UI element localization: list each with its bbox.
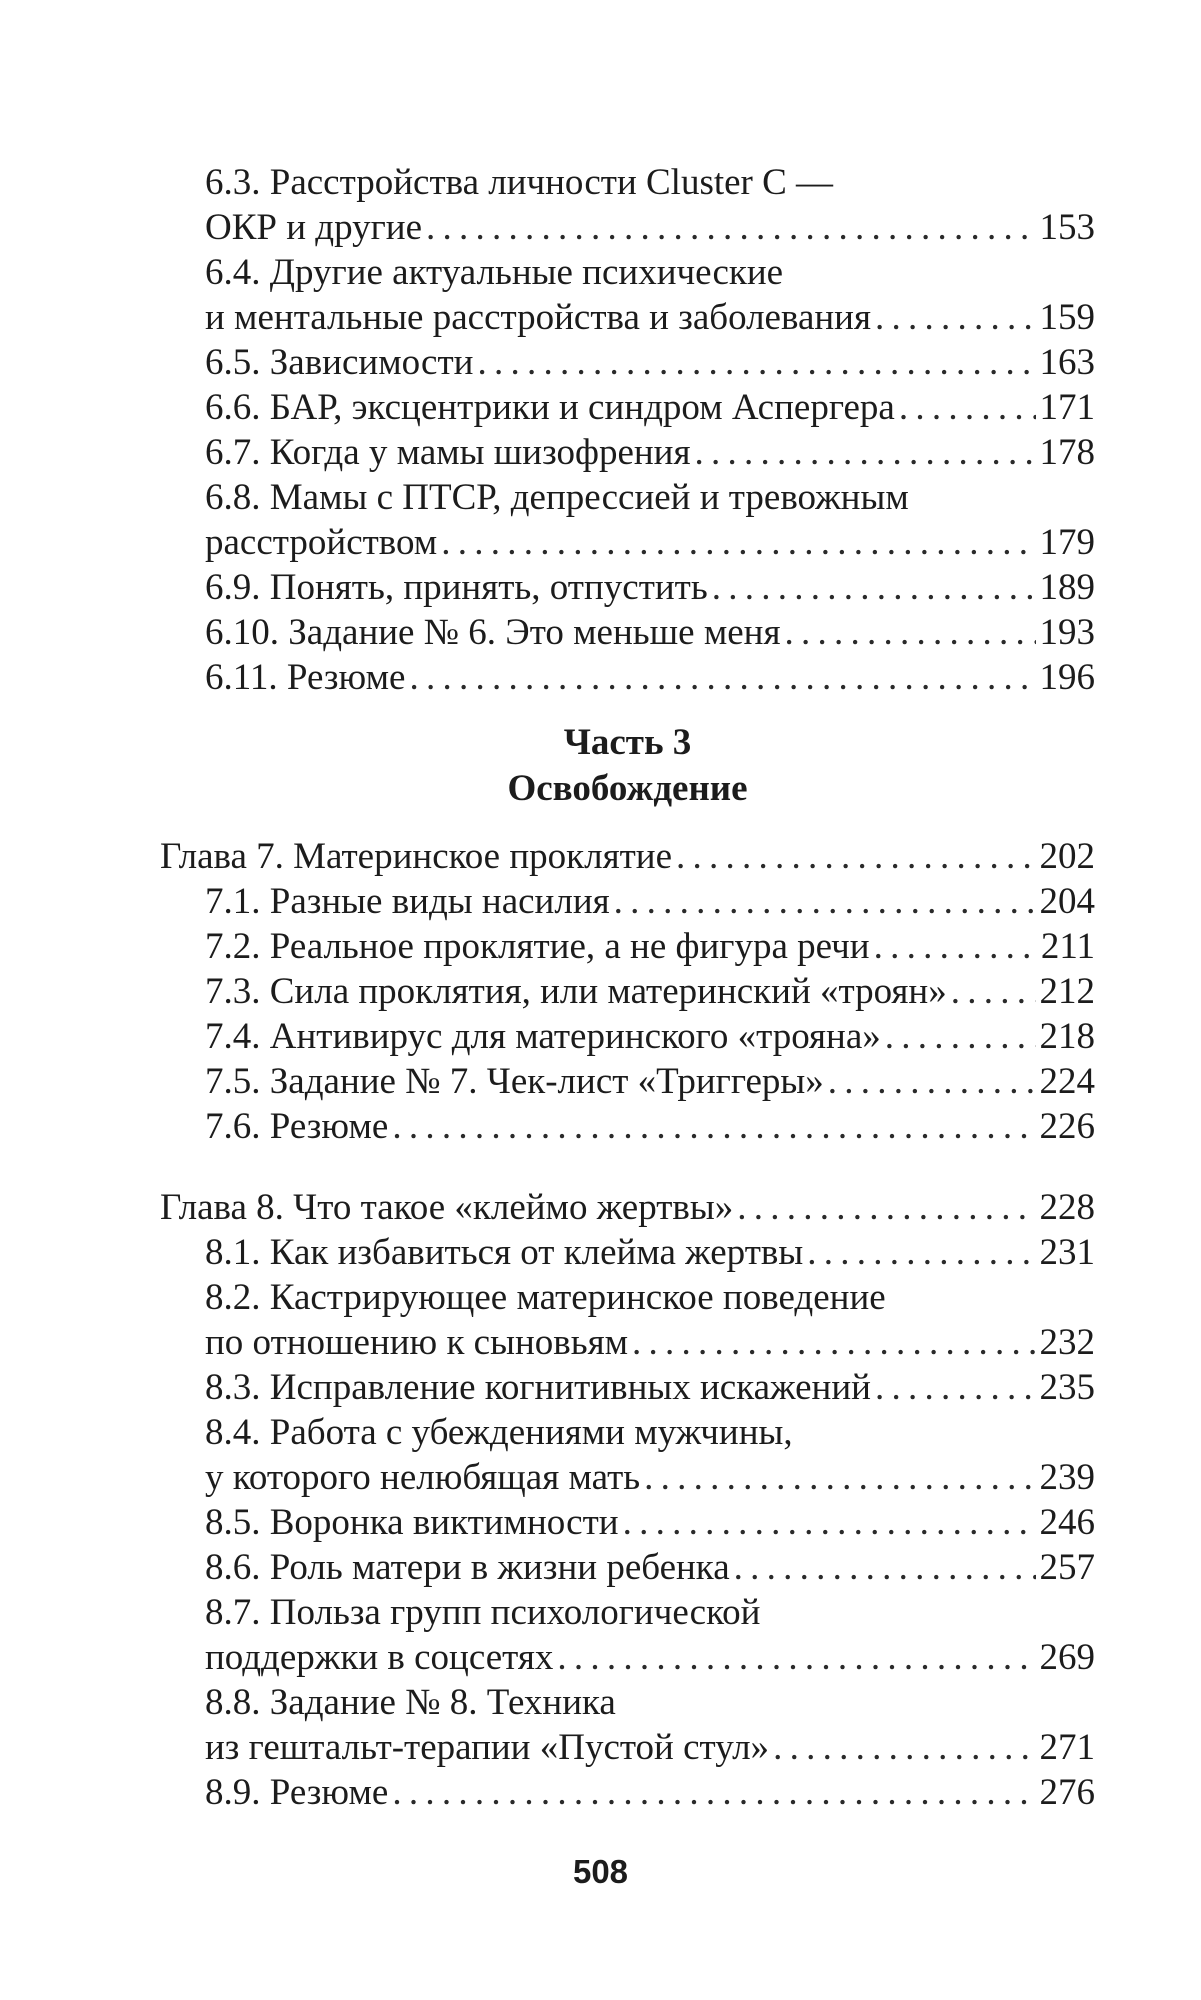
toc-page-number: 276 <box>1039 1772 1095 1813</box>
toc-entry-line: 6.4. Другие актуальные психические <box>205 252 784 293</box>
toc-page-number: 171 <box>1039 387 1095 428</box>
toc-page-number: 202 <box>1039 836 1095 877</box>
leader-dots <box>951 969 1036 1014</box>
toc-page-number: 204 <box>1039 881 1095 922</box>
leader-dots <box>632 1320 1035 1365</box>
toc-entry-title: 8.5. Воронка виктимности <box>205 1502 619 1543</box>
toc-page-number: 271 <box>1039 1727 1095 1768</box>
toc-entry-8-5 <box>160 1500 1095 1545</box>
leader-dots <box>773 1725 1035 1770</box>
toc-entry-title: 7.4. Антивирус для материнского «трояна» <box>205 1016 881 1057</box>
toc-page-number: 178 <box>1039 432 1095 473</box>
part-label: Часть 3 <box>563 722 692 763</box>
leader-dots <box>392 1770 1035 1815</box>
toc-entry-title: из гештальт-терапии «Пустой стул» <box>205 1727 770 1768</box>
toc-page-number: 228 <box>1039 1187 1095 1228</box>
leader-dots <box>885 1014 1036 1059</box>
toc-entry-6-4 <box>160 250 1095 340</box>
leader-dots <box>734 1545 1036 1590</box>
toc-page-number: 246 <box>1039 1502 1095 1543</box>
toc-entry-title: 6.11. Резюме <box>205 657 406 698</box>
toc-entry-line: 6.8. Мамы с ПТСР, депрессией и тревожным <box>205 477 909 518</box>
toc-entry-6-5 <box>160 340 1095 385</box>
toc-entry-title: у которого нелюбящая мать <box>205 1457 641 1498</box>
leader-dots <box>875 295 1036 340</box>
leader-dots <box>874 924 1037 969</box>
toc-chapter-7 <box>160 834 1095 879</box>
toc-entry-title: 7.1. Разные виды насилия <box>205 881 610 922</box>
toc-entry-8-6 <box>160 1545 1095 1590</box>
chapter-title: Глава 8. Что такое «клеймо жертвы» <box>160 1187 734 1228</box>
toc-entry-8-3 <box>160 1365 1095 1410</box>
toc-entry-7-1 <box>160 879 1095 924</box>
toc-entry-6-3 <box>160 160 1095 250</box>
toc-entry-8-9 <box>160 1770 1095 1815</box>
toc-entry-title: 6.6. БАР, эксцентрики и синдром Аспергера <box>205 387 895 428</box>
toc-entry-6-7 <box>160 430 1095 475</box>
toc-page-number: 218 <box>1039 1016 1095 1057</box>
toc-entry-line: 8.4. Работа с убеждениями мужчины, <box>205 1412 793 1453</box>
leader-dots <box>875 1365 1036 1410</box>
toc-entry-title: и ментальные расстройства и заболевания <box>205 297 871 338</box>
toc-entry-7-2 <box>160 924 1095 969</box>
toc-page-number: 235 <box>1039 1367 1095 1408</box>
leader-dots <box>828 1059 1036 1104</box>
toc-entry-title: 8.1. Как избавиться от клейма жертвы <box>205 1232 804 1273</box>
toc-page-number: 189 <box>1039 567 1095 608</box>
toc-entry-title: 8.9. Резюме <box>205 1772 389 1813</box>
toc-entry-line: 8.2. Кастрирующее материнское поведение <box>205 1277 886 1318</box>
leader-dots <box>392 1104 1035 1149</box>
toc-entry-line: 8.8. Задание № 8. Техника <box>205 1682 616 1723</box>
leader-dots <box>737 1185 1035 1230</box>
toc-entry-title: поддержки в соцсетях <box>205 1637 554 1678</box>
toc-page-number: 212 <box>1039 971 1095 1012</box>
leader-dots <box>426 205 1035 250</box>
toc-entry-title: ОКР и другие <box>205 207 423 248</box>
toc-entry-title: 8.3. Исправление когнитивных искажений <box>205 1367 871 1408</box>
toc-page-number: 224 <box>1039 1061 1095 1102</box>
toc-entry-title: расстройством <box>205 522 438 563</box>
leader-dots <box>477 340 1035 385</box>
toc-entry-6-9 <box>160 565 1095 610</box>
leader-dots <box>712 565 1036 610</box>
toc-entry-title: 6.7. Когда у мамы шизофрения <box>205 432 691 473</box>
toc-entry-7-4 <box>160 1014 1095 1059</box>
toc-entry-6-11 <box>160 655 1095 700</box>
toc-page-number: 193 <box>1039 612 1095 653</box>
toc-page-number: 257 <box>1039 1547 1095 1588</box>
toc-section-chapter7 <box>160 834 1095 1149</box>
toc-section-chapter6 <box>160 160 1095 700</box>
leader-dots <box>644 1455 1035 1500</box>
toc-entry-8-8 <box>160 1680 1095 1770</box>
leader-dots <box>441 520 1035 565</box>
toc-page-number: 239 <box>1039 1457 1095 1498</box>
toc-page-number: 153 <box>1039 207 1095 248</box>
chapter-title: Глава 7. Материнское проклятие <box>160 836 673 877</box>
toc-entry-6-10 <box>160 610 1095 655</box>
toc-entry-8-4 <box>160 1410 1095 1500</box>
toc-entry-line: 8.7. Польза групп психологической <box>205 1592 761 1633</box>
toc-entry-6-6 <box>160 385 1095 430</box>
leader-dots <box>694 430 1035 475</box>
leader-dots <box>807 1230 1035 1275</box>
toc-entry-6-8 <box>160 475 1095 565</box>
toc-section-chapter8 <box>160 1185 1095 1815</box>
page-number: 508 <box>572 1853 629 1890</box>
toc-page-number: 179 <box>1039 522 1095 563</box>
toc-entry-title: 6.10. Задание № 6. Это меньше меня <box>205 612 781 653</box>
toc-chapter-8 <box>160 1185 1095 1230</box>
leader-dots <box>623 1500 1036 1545</box>
part-title: Освобождение <box>507 768 748 809</box>
leader-dots <box>614 879 1036 924</box>
toc-entry-title: по отношению к сыновьям <box>205 1322 629 1363</box>
toc-page-number: 226 <box>1039 1106 1095 1147</box>
toc-page-number: 231 <box>1039 1232 1095 1273</box>
part-heading <box>160 720 1095 812</box>
toc-entry-8-1 <box>160 1230 1095 1275</box>
toc-entry-7-6 <box>160 1104 1095 1149</box>
toc-entry-title: 7.2. Реальное проклятие, а не фигура речи <box>205 926 870 967</box>
toc-entry-line: 6.3. Расстройства личности Cluster C — <box>205 162 834 203</box>
leader-dots <box>784 610 1035 655</box>
leader-dots <box>899 385 1036 430</box>
leader-dots <box>557 1635 1035 1680</box>
toc-entry-title: 7.6. Резюме <box>205 1106 389 1147</box>
toc-page-number: 196 <box>1039 657 1095 698</box>
leader-dots <box>676 834 1035 879</box>
toc-page-number: 211 <box>1040 926 1095 967</box>
toc-entry-7-3 <box>160 969 1095 1014</box>
toc-entry-title: 8.6. Роль матери в жизни ребенка <box>205 1547 730 1588</box>
toc-entry-title: 7.3. Сила проклятия, или материнский «троян» <box>205 971 947 1012</box>
toc-entry-8-2 <box>160 1275 1095 1365</box>
toc-entry-8-7 <box>160 1590 1095 1680</box>
toc-entry-title: 6.9. Понять, принять, отпустить <box>205 567 708 608</box>
toc-page-number: 159 <box>1039 297 1095 338</box>
toc-entry-title: 7.5. Задание № 7. Чек-лист «Триггеры» <box>205 1061 824 1102</box>
toc-page-number: 163 <box>1039 342 1095 383</box>
toc-page-number: 232 <box>1039 1322 1095 1363</box>
toc-entry-title: 6.5. Зависимости <box>205 342 474 383</box>
toc-page-number: 269 <box>1039 1637 1095 1678</box>
toc-entry-7-5 <box>160 1059 1095 1104</box>
leader-dots <box>409 655 1035 700</box>
